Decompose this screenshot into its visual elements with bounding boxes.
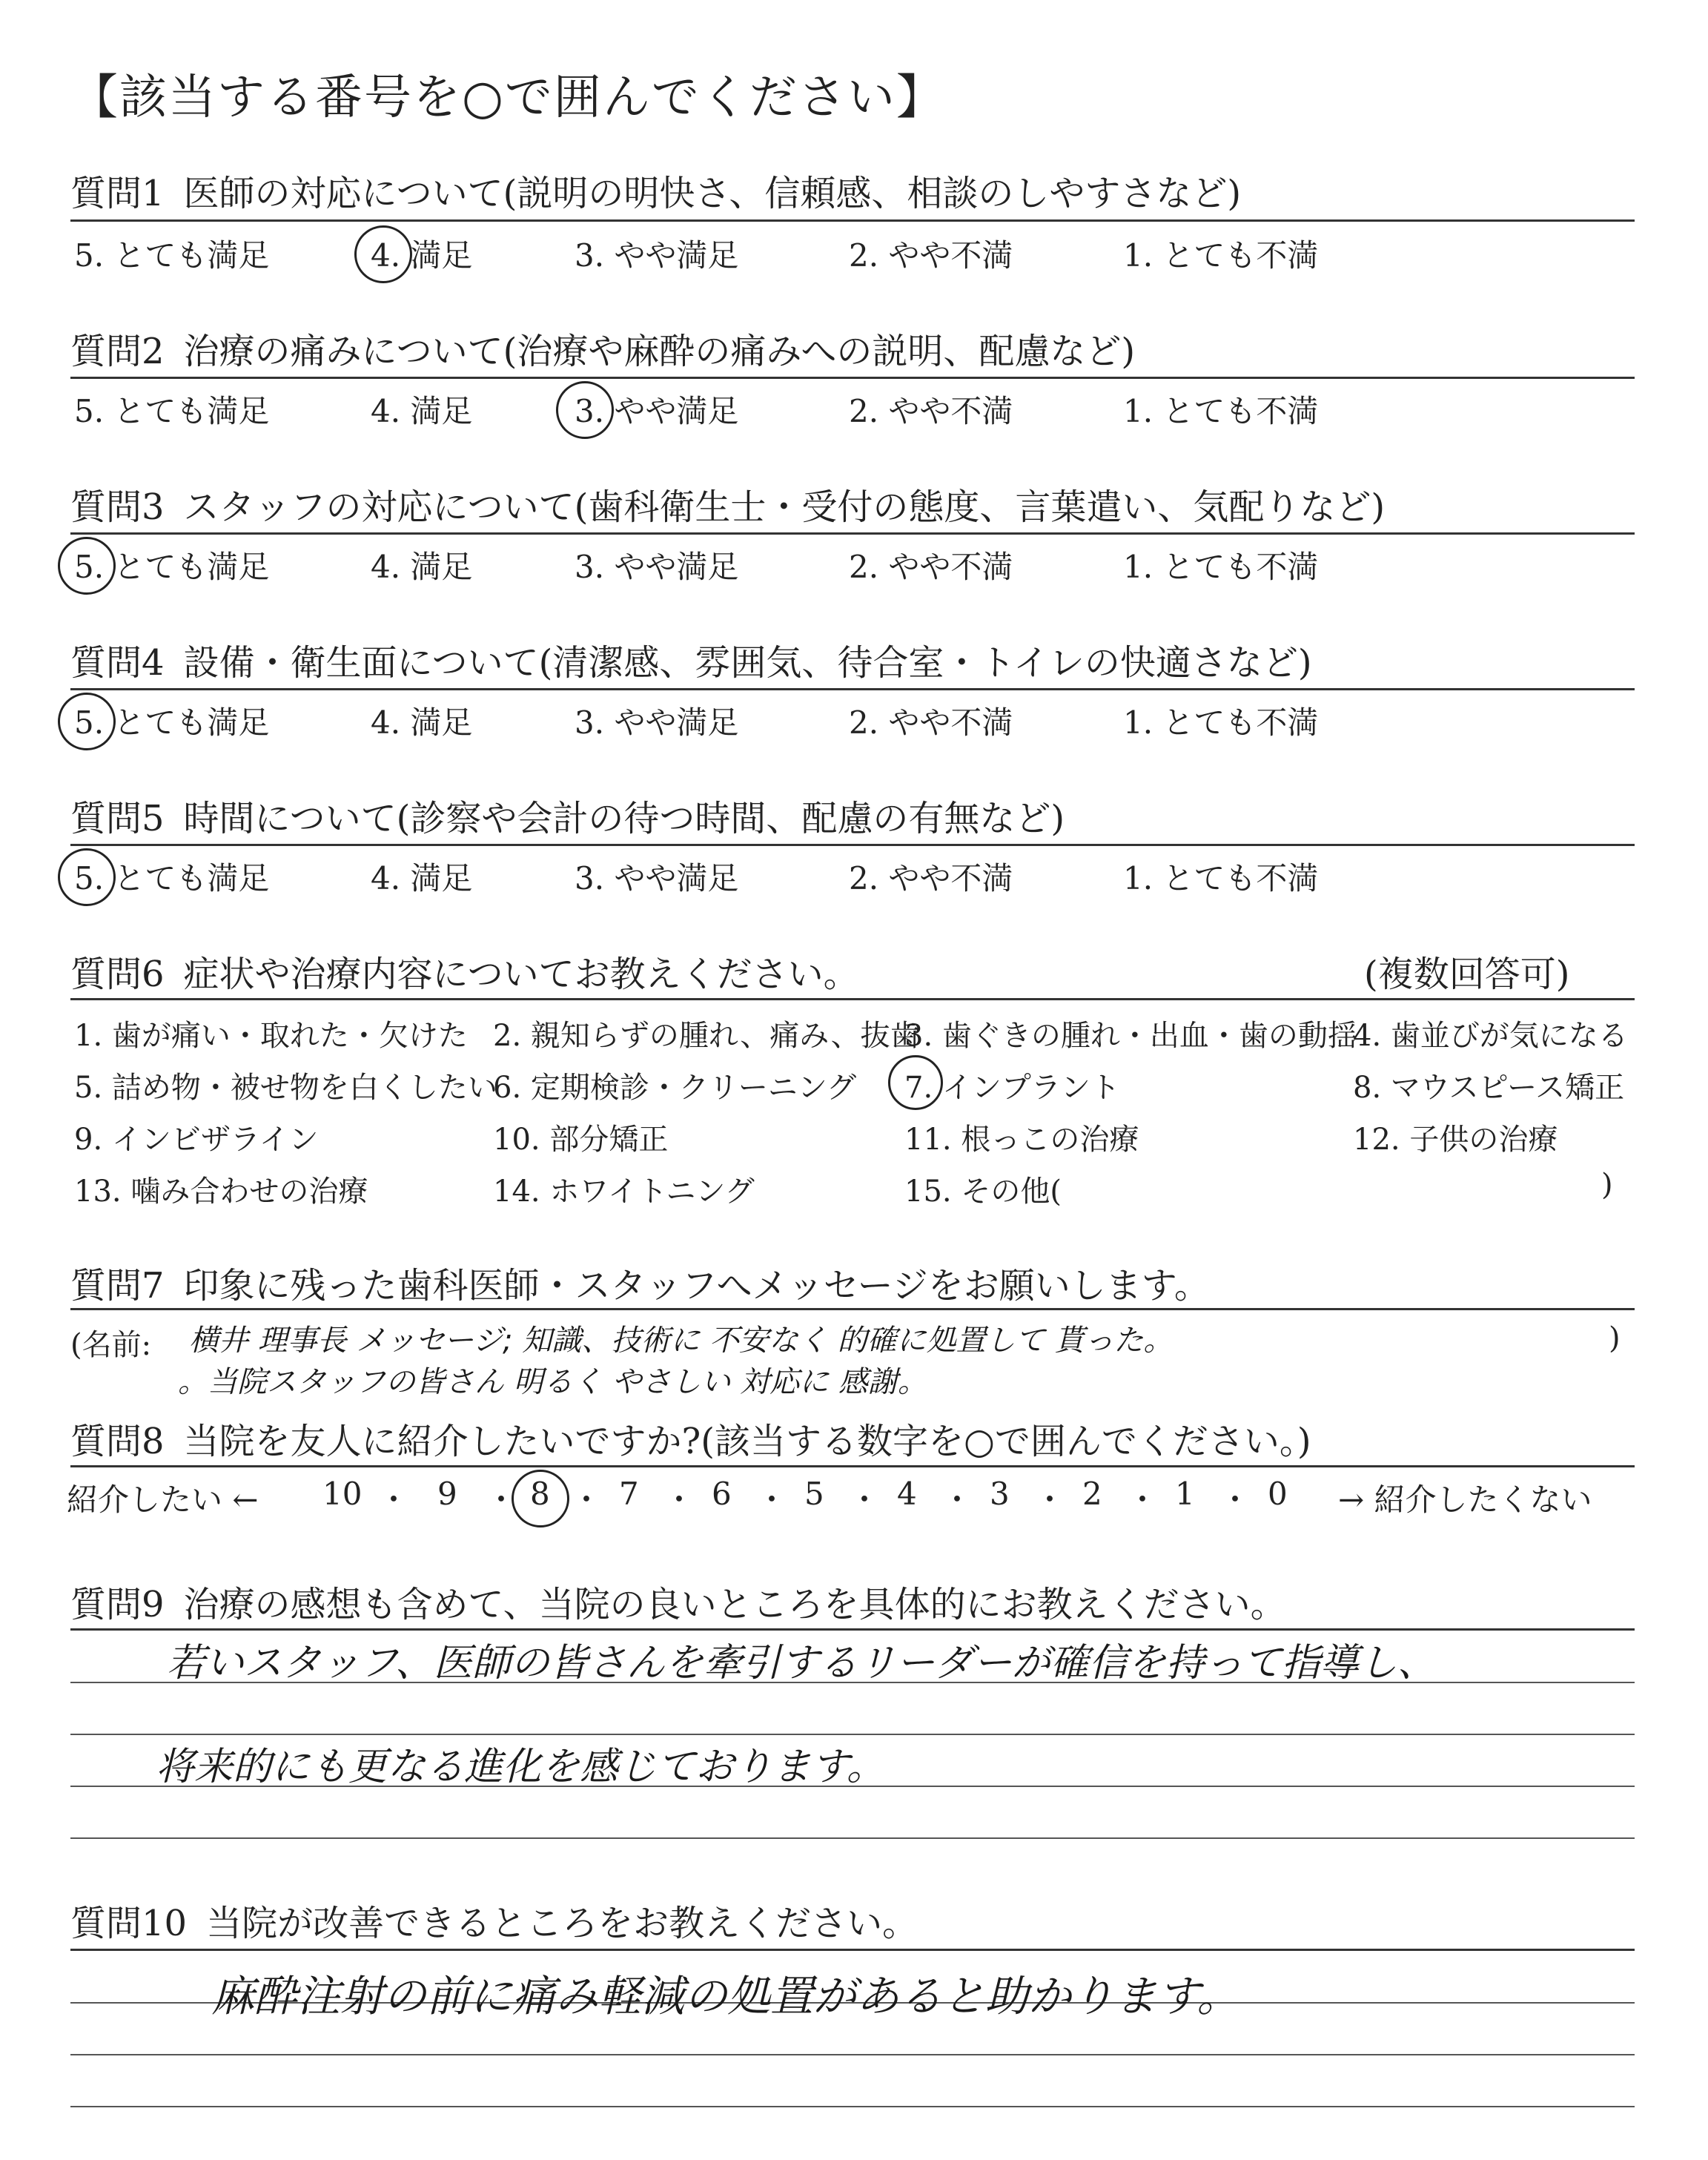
question-6-number: 質問6: [70, 954, 165, 995]
question-4-options: [74, 698, 1638, 743]
q8-dot: ・: [941, 1482, 973, 1518]
question-1-options: [74, 231, 1638, 276]
question-1-text: 医師の対応について(説明の明快さ、信頼感、相談のしやすさなど): [183, 173, 1242, 214]
q8-value-6[interactable]: 6: [712, 1476, 732, 1512]
q6-option-6[interactable]: 6. 定期検診・クリーニング: [493, 1071, 857, 1105]
q6-option-1[interactable]: 1. 歯が痛い・取れた・欠けた: [74, 1019, 468, 1053]
q6-option-4[interactable]: 4. 歯並びが気になる: [1353, 1019, 1628, 1053]
q2-selection-circle: [556, 381, 614, 439]
question-3-number: 質問3: [70, 486, 165, 528]
q5-option-4[interactable]: 4. 満足: [371, 860, 473, 896]
question-7-text: 印象に残った歯科医師・スタッフへメッセージをお願いします。: [183, 1265, 1210, 1307]
question-3-rule: [70, 532, 1635, 535]
q6-option-10[interactable]: 10. 部分矯正: [493, 1123, 669, 1157]
question-2-text: 治療の痛みについて(治療や麻酔の痛みへの説明、配慮など): [183, 331, 1136, 372]
question-2-heading: [70, 323, 1135, 374]
q8-value-0[interactable]: 0: [1268, 1476, 1288, 1512]
q8-dot: ・: [486, 1482, 517, 1518]
q8-value-10[interactable]: 10: [322, 1476, 363, 1512]
question-1-number: 質問1: [70, 173, 165, 214]
question-5-options: [74, 854, 1638, 899]
q6-option-15[interactable]: 15. その他(: [904, 1175, 1062, 1209]
question-2-number: 質問2: [70, 331, 165, 372]
q1-option-5[interactable]: 5. とても満足: [74, 237, 270, 274]
q5-option-1[interactable]: 1. とても不満: [1123, 860, 1319, 896]
question-7-number: 質問7: [70, 1265, 165, 1307]
q3-option-3[interactable]: 3. やや満足: [575, 549, 739, 585]
q7-handwritten-line-1: 横井 理事長 メッセージ; 知識、技術に 不安なく 的確に処置して 貰った。: [189, 1324, 1174, 1358]
q8-selection-circle: [512, 1470, 569, 1527]
q6-option-13[interactable]: 13. 噛み合わせの治療: [74, 1175, 368, 1209]
q8-dot: ・: [849, 1482, 881, 1518]
question-1-heading: [70, 165, 1241, 216]
q3-option-2[interactable]: 2. やや不満: [849, 549, 1013, 585]
q8-value-5[interactable]: 5: [804, 1476, 824, 1512]
q5-option-3[interactable]: 3. やや満足: [575, 860, 739, 896]
q3-selection-circle: [58, 537, 116, 595]
q4-option-1[interactable]: 1. とても不満: [1123, 704, 1319, 741]
q3-option-5[interactable]: 5. とても満足: [74, 549, 270, 585]
q7-handwritten-line-2: 。当院スタッフの皆さん 明るく やさしい 対応に 感謝。: [178, 1365, 927, 1399]
q6-option-11[interactable]: 11. 根っこの治療: [904, 1123, 1139, 1157]
q2-option-3[interactable]: 3. やや満足: [575, 393, 739, 429]
q4-option-3[interactable]: 3. やや満足: [575, 704, 739, 741]
question-10-rule: [70, 1949, 1635, 1951]
q10-answer-line: [70, 2106, 1635, 2107]
question-1-rule: [70, 219, 1635, 222]
q5-selection-circle: [58, 848, 116, 906]
q3-option-1[interactable]: 1. とても不満: [1123, 549, 1319, 585]
q4-selection-circle: [58, 693, 116, 750]
q1-option-4[interactable]: 4. 満足: [371, 237, 473, 274]
question-4-text: 設備・衛生面について(清潔感、雰囲気、待合室・トイレの快適さなど): [183, 642, 1312, 684]
q4-option-2[interactable]: 2. やや不満: [849, 704, 1013, 741]
q8-scale: [67, 1476, 1638, 1520]
q1-option-1[interactable]: 1. とても不満: [1123, 237, 1319, 274]
q2-option-2[interactable]: 2. やや不満: [849, 393, 1013, 429]
q6-selection-circle: [888, 1055, 943, 1110]
q7-name-label: (名前:: [70, 1328, 152, 1362]
q6-option-14[interactable]: 14. ホワイトニング: [493, 1175, 755, 1209]
q6-option-12[interactable]: 12. 子供の治療: [1353, 1123, 1558, 1157]
q2-option-5[interactable]: 5. とても満足: [74, 393, 270, 429]
question-6-text: 症状や治療内容についてお教えください。: [183, 954, 859, 995]
question-10-text: 当院が改善できるところをお教えください。: [206, 1903, 918, 1944]
q8-value-7[interactable]: 7: [619, 1476, 639, 1512]
question-8-heading: [70, 1413, 1311, 1464]
q9-handwritten-line-2: 将来的にも更なる進化を感じております。: [156, 1745, 885, 1789]
q5-option-2[interactable]: 2. やや不満: [849, 860, 1013, 896]
question-8-rule: [70, 1465, 1635, 1467]
q8-left-label: 紹介したい ←: [67, 1482, 259, 1518]
question-9-rule: [70, 1628, 1635, 1631]
q9-handwritten-line-1: 若いスタッフ、医師の皆さんを牽引するリーダーが確信を持って指導し、: [167, 1641, 1436, 1685]
q4-option-5[interactable]: 5. とても満足: [74, 704, 270, 741]
q6-option-15-close: ): [1601, 1168, 1613, 1202]
q8-value-3[interactable]: 3: [990, 1476, 1010, 1512]
survey-title: 【該当する番号を○で囲んでください】: [70, 70, 945, 125]
question-5-text: 時間について(診察や会計の待つ時間、配慮の有無など): [183, 798, 1065, 839]
q6-option-9[interactable]: 9. インビザライン: [74, 1123, 319, 1157]
q5-option-5[interactable]: 5. とても満足: [74, 860, 270, 896]
q6-option-8[interactable]: 8. マウスピース矯正: [1353, 1071, 1625, 1105]
q8-dot: ・: [663, 1482, 695, 1518]
question-8-text: 当院を友人に紹介したいですか?(該当する数字を○で囲んでください。): [183, 1421, 1311, 1462]
q8-dot: ・: [571, 1482, 603, 1518]
question-7-rule: [70, 1308, 1635, 1310]
question-4-number: 質問4: [70, 642, 165, 684]
q8-value-8[interactable]: 8: [530, 1476, 550, 1512]
q8-value-2[interactable]: 2: [1082, 1476, 1102, 1512]
q3-option-4[interactable]: 4. 満足: [371, 549, 473, 585]
question-6-rule: [70, 998, 1635, 1000]
q9-answer-line: [70, 1837, 1635, 1839]
q6-option-3[interactable]: 3. 歯ぐきの腫れ・出血・歯の動揺: [904, 1019, 1357, 1053]
question-3-options: [74, 543, 1638, 587]
q8-dot: ・: [756, 1482, 788, 1518]
q4-option-4[interactable]: 4. 満足: [371, 704, 473, 741]
question-10-number: 質問10: [70, 1903, 188, 1944]
q2-option-4[interactable]: 4. 満足: [371, 393, 473, 429]
question-9-text: 治療の感想も含めて、当院の良いところを具体的にお教えください。: [183, 1584, 1286, 1625]
question-3-text: スタッフの対応について(歯科衛生士・受付の態度、言葉遣い、気配りなど): [183, 486, 1386, 528]
q8-value-4[interactable]: 4: [897, 1476, 917, 1512]
q1-option-3[interactable]: 3. やや満足: [575, 237, 739, 274]
question-3-heading: [70, 478, 1385, 529]
q8-value-1[interactable]: 1: [1175, 1476, 1195, 1512]
q6-option-7[interactable]: 7. インプラント: [904, 1071, 1120, 1105]
question-10-heading: [70, 1895, 918, 1946]
q6-option-5[interactable]: 5. 詰め物・被せ物を白くしたい: [74, 1071, 497, 1105]
q8-dot: ・: [1219, 1482, 1251, 1518]
question-5-number: 質問5: [70, 798, 165, 839]
question-2-rule: [70, 377, 1635, 379]
question-6-options: [74, 1012, 1638, 1220]
q7-close-paren: ): [1609, 1321, 1621, 1355]
q6-option-2[interactable]: 2. 親知らずの腫れ、痛み、抜歯: [493, 1019, 920, 1053]
question-6-heading: [70, 945, 859, 997]
question-2-options: [74, 387, 1638, 432]
question-8-number: 質問8: [70, 1421, 165, 1462]
question-9-number: 質問9: [70, 1584, 165, 1625]
question-6-note: (複数回答可): [1364, 954, 1570, 995]
question-7-heading: [70, 1257, 1210, 1308]
q8-dot: ・: [378, 1482, 410, 1518]
q1-selection-circle: [354, 225, 412, 283]
question-4-heading: [70, 634, 1312, 685]
q8-dot: ・: [1127, 1482, 1159, 1518]
q8-value-9[interactable]: 9: [437, 1476, 457, 1512]
q8-dot: ・: [1034, 1482, 1066, 1518]
q2-option-1[interactable]: 1. とても不満: [1123, 393, 1319, 429]
q1-option-2[interactable]: 2. やや不満: [849, 237, 1013, 274]
q10-handwritten-line-1: 麻酔注射の前に痛み軽減の処置があると助かります。: [211, 1971, 1240, 2021]
q8-right-label: → 紹介したくない: [1338, 1482, 1592, 1518]
question-9-heading: [70, 1576, 1286, 1627]
question-5-rule: [70, 844, 1635, 846]
question-5-heading: [70, 790, 1065, 841]
q10-answer-line: [70, 2054, 1635, 2055]
question-4-rule: [70, 688, 1635, 690]
